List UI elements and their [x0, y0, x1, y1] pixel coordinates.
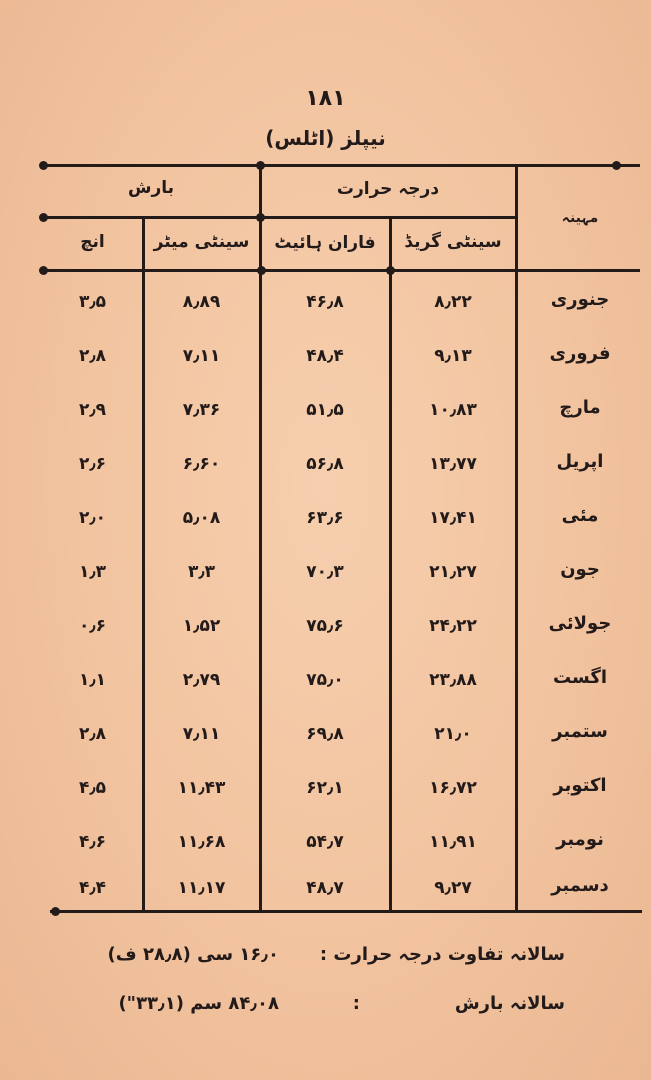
table-header-bottom-rule — [44, 269, 640, 272]
header-month: مہینہ — [561, 210, 599, 226]
month-cell: مارچ — [559, 397, 601, 418]
centimeter-cell: ۱٫۵۲ — [182, 616, 221, 636]
header-fahrenheit: فاران ہائیٹ — [274, 233, 376, 253]
fahrenheit-cell: ۷۵٫۶ — [306, 616, 344, 636]
centimeter-cell: ۱۱٫۴۳ — [177, 778, 226, 798]
annual-rain-label: سالانہ بارش — [454, 993, 565, 1014]
month-cell: دسمبر — [551, 875, 609, 896]
centigrade-cell: ۲۳٫۸۸ — [429, 670, 477, 690]
table-top-rule — [44, 164, 640, 167]
annual-temp-value: ۱۶٫۰ سی (۲۸٫۸ ف) — [107, 944, 279, 965]
centigrade-cell: ۹٫۲۷ — [434, 878, 472, 898]
centigrade-cell: ۱۰٫۸۳ — [429, 400, 477, 420]
rule-knob — [39, 213, 48, 222]
fahrenheit-cell: ۷۵٫۰ — [306, 670, 344, 690]
header-temperature: درجہ حرارت — [336, 179, 440, 199]
inch-cell: ۱٫۱ — [78, 670, 107, 690]
rule-knob — [39, 266, 48, 275]
header-inch: انچ — [80, 232, 105, 252]
month-cell: اپریل — [556, 451, 604, 472]
fahrenheit-cell: ۴۶٫۸ — [306, 292, 344, 312]
inch-cell: ۲٫۹ — [78, 400, 107, 420]
month-cell: جنوری — [550, 289, 610, 310]
centigrade-cell: ۲۱٫۰ — [434, 724, 472, 744]
inch-cell: ۴٫۴ — [78, 878, 107, 898]
page-title: نیپلز (اٹلس) — [265, 126, 386, 150]
centimeter-cell: ۵٫۰۸ — [182, 508, 221, 528]
month-cell: جون — [560, 559, 600, 580]
page-number: ۱۸۱ — [305, 86, 346, 111]
centimeter-cell: ۳٫۳ — [187, 562, 216, 582]
fahrenheit-cell: ۵۶٫۸ — [306, 454, 344, 474]
centimeter-cell: ۷٫۱۱ — [182, 346, 221, 366]
rule-knob — [612, 161, 621, 170]
annual-rain-colon: : — [352, 993, 360, 1014]
centimeter-cell: ۷٫۳۶ — [182, 400, 221, 420]
annual-temp-label: سالانہ تفاوت درجہ حرارت : — [319, 944, 565, 965]
centimeter-cell: ۱۱٫۱۷ — [177, 878, 226, 898]
inch-cell: ۳٫۵ — [78, 292, 107, 312]
header-rain: بارش — [127, 178, 174, 198]
fahrenheit-cell: ۴۸٫۴ — [306, 346, 344, 366]
fahrenheit-cell: ۶۲٫۱ — [306, 778, 344, 798]
month-cell: اکتوبر — [553, 775, 607, 796]
centigrade-cell: ۲۱٫۲۷ — [429, 562, 477, 582]
fahrenheit-cell: ۶۹٫۸ — [306, 724, 344, 744]
header-centigrade: سینٹی گریڈ — [404, 232, 502, 252]
rule-knob — [51, 907, 60, 916]
centigrade-cell: ۹٫۱۳ — [434, 346, 472, 366]
inch-cell: ۱٫۳ — [78, 562, 107, 582]
inch-cell: ۲٫۸ — [78, 346, 107, 366]
inch-cell: ۴٫۵ — [78, 778, 107, 798]
header-centimeter: سینٹی میٹر — [153, 232, 250, 252]
centimeter-cell: ۶٫۶۰ — [182, 454, 221, 474]
centimeter-cell: ۸٫۸۹ — [182, 292, 221, 312]
month-cell: ستمبر — [552, 721, 608, 742]
fahrenheit-cell: ۶۳٫۶ — [306, 508, 344, 528]
inch-cell: ۲٫۰ — [78, 508, 107, 528]
month-cell: مئی — [561, 505, 599, 526]
centigrade-cell: ۱۳٫۷۷ — [429, 454, 477, 474]
fahrenheit-cell: ۵۴٫۷ — [306, 832, 344, 852]
month-cell: نومبر — [556, 829, 604, 850]
inch-cell: ۲٫۶ — [78, 454, 107, 474]
centimeter-cell: ۷٫۱۱ — [182, 724, 221, 744]
inch-cell: ۰٫۶ — [78, 616, 107, 636]
column-divider — [259, 164, 262, 912]
centimeter-cell: ۱۱٫۶۸ — [177, 832, 226, 852]
centigrade-cell: ۱۷٫۴۱ — [429, 508, 477, 528]
column-divider — [515, 164, 518, 912]
month-cell: فروری — [549, 343, 611, 364]
month-cell: جولائی — [548, 613, 612, 634]
annual-rain-value: ۸۴٫۰۸ سم (۳۳٫۱") — [118, 993, 279, 1014]
centigrade-cell: ۱۱٫۹۱ — [429, 832, 477, 852]
table-bottom-rule — [50, 910, 642, 913]
table-subheader-rule — [44, 216, 518, 219]
month-cell: اگست — [552, 667, 607, 688]
fahrenheit-cell: ۴۸٫۷ — [306, 878, 344, 898]
fahrenheit-cell: ۷۰٫۳ — [306, 562, 344, 582]
fahrenheit-cell: ۵۱٫۵ — [306, 400, 344, 420]
centigrade-cell: ۱۶٫۷۲ — [429, 778, 477, 798]
centigrade-cell: ۲۴٫۲۲ — [429, 616, 477, 636]
centimeter-cell: ۲٫۷۹ — [182, 670, 221, 690]
inch-cell: ۴٫۶ — [78, 832, 107, 852]
rule-knob — [39, 161, 48, 170]
centigrade-cell: ۸٫۲۲ — [434, 292, 472, 312]
inch-cell: ۲٫۸ — [78, 724, 107, 744]
